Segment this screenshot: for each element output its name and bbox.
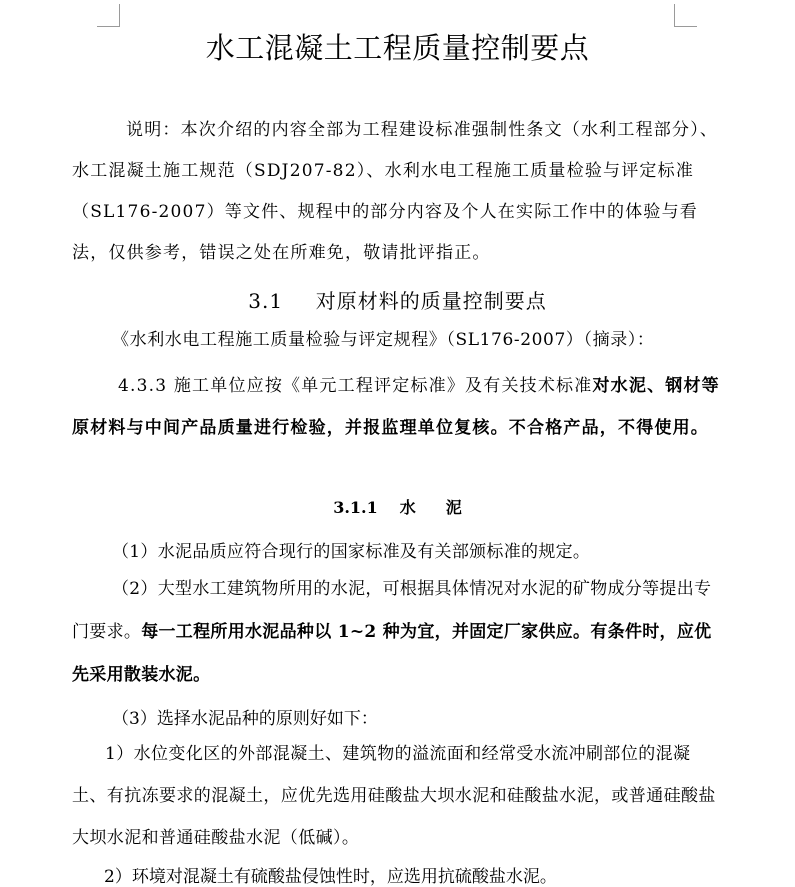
clause-bold-text: 对水泥、钢材等原材料与中间产品质量进行检验，并报监理单位复核。不合格产品，不得使用。 — [72, 376, 720, 438]
item2-text: （2）大型水工建筑物所用的水泥，可根据具体情况对水泥的矿物成分等提出专门要求。 — [72, 579, 712, 642]
subsection-title-char-2: 泥 — [445, 498, 462, 517]
item2-bold-text: 每一工程所用水泥品种以 1~2 种为宜，并固定厂家供应。有条件时，应优先采用散装水泥。 — [72, 622, 712, 685]
section-heading-3-1 — [0, 285, 795, 314]
sub-item-1: 1）水位变化区的外部混凝土、建筑物的溢流面和经常受水流冲刷部位的混凝土、有抗冻要求的混凝土，应优先选用硅酸盐大坝水泥和硅酸盐水泥，或普通硅酸盐大坝水泥和普通硅酸盐水泥（低碱）。 — [72, 744, 716, 848]
list-item-1: （1）水泥品质应符合现行的国家标准及有关部颁标准的规定。 — [112, 542, 591, 562]
intro-paragraph: 说明：本次介绍的内容全部为工程建设标准强制性条文（水利工程部分）、水工混凝土施工规范（SDJ207-82）、水利水电工程施工质量检验与评定标准（SL176-2007）等文件、规程中的部分内容及个人在实际工作中的体验与看法，仅供参考，错误之处在所难免，敬请批评指正。 — [72, 120, 719, 263]
subsection-title-char-1: 水 — [399, 498, 416, 517]
list-item-3: （3）选择水泥品种的原则好如下： — [112, 709, 378, 729]
crop-mark-top-right — [674, 4, 697, 27]
section-number: 3.1 — [248, 289, 284, 313]
sub-item-2: 2）环境对混凝土有硫酸盐侵蚀性时，应选用抗硫酸盐水泥。 — [104, 867, 557, 887]
section-heading-3-1-1 — [0, 495, 795, 518]
document-title: 水工混凝土工程质量控制要点 — [205, 31, 590, 65]
section-title: 对原材料的质量控制要点 — [315, 289, 547, 313]
standard-reference: 《水利水电工程施工质量检验与评定规程》（SL176-2007）（摘录）： — [112, 330, 655, 350]
subsection-number: 3.1.1 — [333, 498, 378, 517]
clause-text: 4.3.3 施工单位应按《单元工程评定标准》及有关技术标准 — [118, 376, 593, 396]
list-item-2 — [72, 568, 722, 697]
crop-mark-top-left — [97, 4, 120, 27]
clause-4-3-3 — [72, 365, 722, 449]
